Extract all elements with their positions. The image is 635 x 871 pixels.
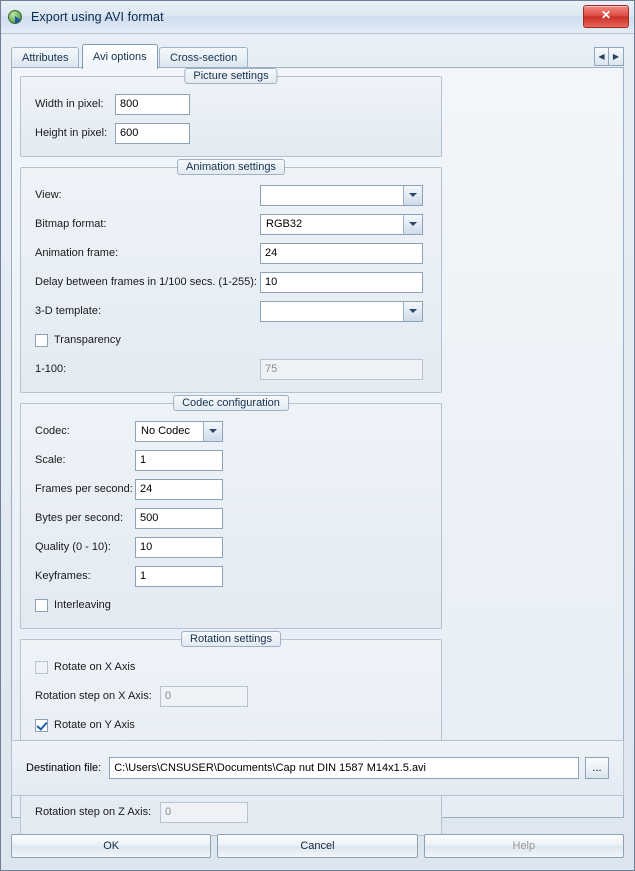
chevron-down-icon [203,422,222,441]
animation-settings-group [20,161,442,393]
interleaving-row [35,594,427,616]
animation-settings-legend: Animation settings [177,159,285,175]
destination-file-label: Destination file: [26,762,102,774]
quality-input[interactable] [135,537,223,558]
scale-label: Scale: [35,454,66,466]
codec-label: Codec: [35,425,70,437]
title-bar [1,1,634,34]
scale-input[interactable] [135,450,223,471]
animation-frame-label: Animation frame: [35,247,119,259]
codec-select-value: No Codec [141,425,190,437]
rotate-x-step-row [35,685,427,707]
tab-next-icon[interactable]: ▶ [609,47,624,66]
rotation-settings-group [20,633,442,836]
rotation-settings-legend: Rotation settings [181,631,281,647]
bitmap-format-select[interactable] [260,214,423,235]
close-icon[interactable]: ✕ [583,5,629,28]
tab-avi-options[interactable]: Avi options [82,44,158,69]
fps-input[interactable] [135,479,223,500]
bitmap-format-value: RGB32 [266,218,303,230]
delay-input[interactable] [260,272,423,293]
transparency-range-input[interactable] [260,359,423,380]
destination-file-group [11,740,624,796]
keyframes-input[interactable] [135,566,223,587]
tab-nav-buttons [594,47,624,66]
rotate-x-step-input[interactable] [160,686,248,707]
bps-row [35,507,427,529]
interleaving-label: Interleaving [54,599,111,611]
codec-configuration-legend: Codec configuration [173,395,289,411]
delay-row [35,271,427,293]
destination-file-input[interactable] [109,757,579,779]
chevron-down-icon [403,186,422,205]
checkbox-box [35,599,48,612]
rotate-y-row [35,714,427,736]
bps-label: Bytes per second: [35,512,124,524]
rotate-z-step-input[interactable] [160,802,248,823]
quality-row [35,536,427,558]
view-label: View: [35,189,62,201]
bitmap-format-row [35,213,427,235]
codec-select[interactable] [135,421,223,442]
transparency-label: Transparency [54,334,121,346]
rotate-x-row [35,656,427,678]
transparency-range-label: 1-100: [35,363,67,375]
rotate-x-step-label: Rotation step on X Axis: [35,690,152,702]
rotate-x-label: Rotate on X Axis [54,661,136,673]
ok-button[interactable]: OK [11,834,211,858]
template-row [35,300,427,322]
template-label: 3-D template: [35,305,102,317]
avi-options-panel [11,67,624,818]
chevron-down-icon [403,215,422,234]
interleaving-checkbox[interactable] [35,599,111,612]
rotation-settings-body [21,640,441,835]
transparency-checkbox[interactable] [35,334,121,347]
tab-attributes[interactable]: Attributes [11,47,79,68]
codec-configuration-body [21,404,441,628]
template-select[interactable] [260,301,423,322]
height-label: Height in pixel: [35,127,108,139]
width-label: Width in pixel: [35,98,104,110]
view-row [35,184,427,206]
transparency-row [35,329,427,351]
cancel-button[interactable]: Cancel [217,834,417,858]
fps-label: Frames per second: [35,483,133,495]
help-button[interactable]: Help [424,834,624,858]
rotate-x-checkbox[interactable] [35,661,135,674]
rotate-z-step-row [35,801,427,823]
checkbox-box [35,719,48,732]
keyframes-label: Keyframes: [35,570,91,582]
tab-cross-section[interactable]: Cross-section [159,47,248,68]
dialog-buttons [11,834,624,858]
keyframes-row [35,565,427,587]
codec-configuration-group [20,397,442,629]
avi-export-icon [7,8,25,26]
animation-frame-input[interactable] [260,243,423,264]
rotate-y-checkbox[interactable] [35,719,135,732]
checkbox-box [35,661,48,674]
rotate-z-step-label: Rotation step on Z Axis: [35,806,152,818]
fps-row [35,478,427,500]
picture-settings-body [21,77,441,156]
rotate-y-label: Rotate on Y Axis [54,719,135,731]
quality-label: Quality (0 - 10): [35,541,111,553]
width-input[interactable] [115,94,190,115]
checkbox-box [35,334,48,347]
transparency-range-row [35,358,427,380]
tab-prev-icon[interactable]: ◀ [594,47,609,66]
height-row [35,122,427,144]
scale-row [35,449,427,471]
window-title: Export using AVI format [31,10,164,24]
codec-row [35,420,427,442]
avi-options-inner [20,70,615,818]
bps-input[interactable] [135,508,223,529]
animation-settings-body [21,168,441,392]
animation-frame-row [35,242,427,264]
tab-strip [11,44,624,68]
bitmap-format-label: Bitmap format: [35,218,107,230]
view-select[interactable] [260,185,423,206]
picture-settings-group [20,70,442,157]
delay-label: Delay between frames in 1/100 secs. (1-255): [35,276,257,288]
chevron-down-icon [403,302,422,321]
browse-button[interactable]: ... [585,757,609,779]
width-row [35,93,427,115]
picture-settings-legend: Picture settings [184,68,277,84]
height-input[interactable] [115,123,190,144]
